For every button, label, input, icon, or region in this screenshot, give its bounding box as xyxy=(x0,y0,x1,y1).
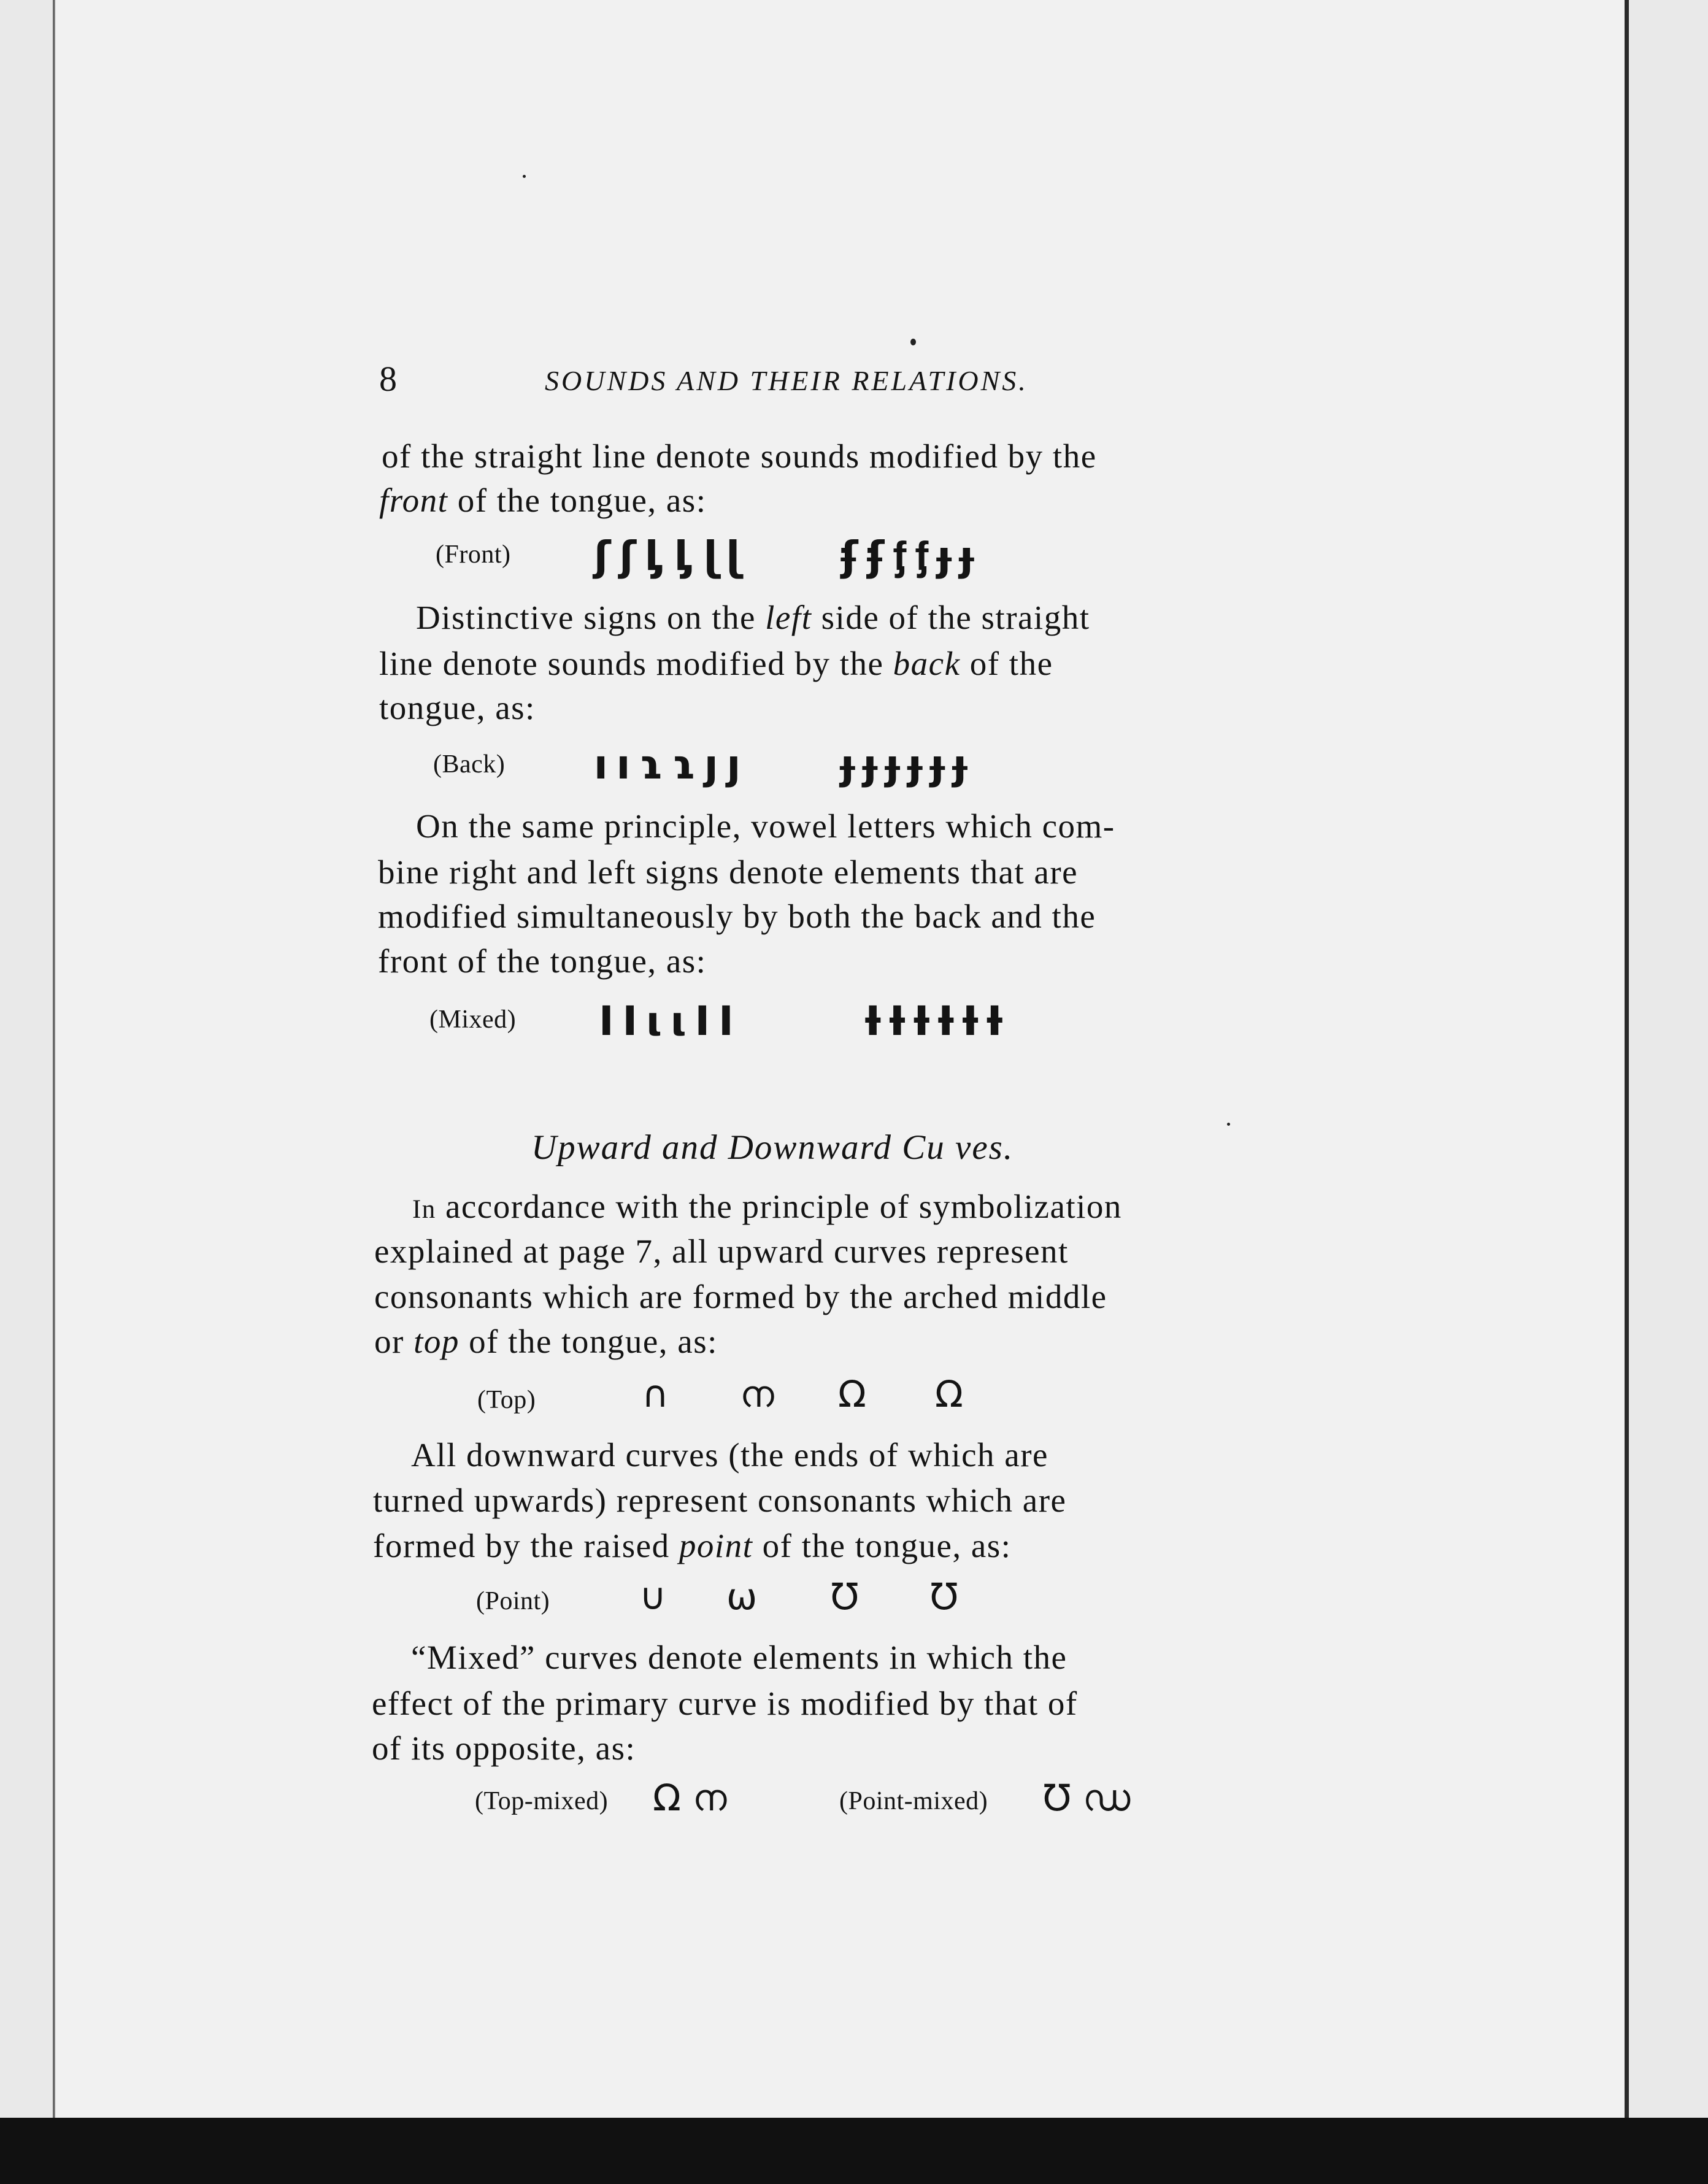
paragraph-line: bine right and left signs denote elements that are xyxy=(378,853,1079,891)
page-number: 8 xyxy=(379,359,397,399)
front-label: (Front) xyxy=(436,540,511,569)
scan-speck xyxy=(1227,1123,1230,1126)
running-title: SOUNDS AND THEIR RELATIONS. xyxy=(545,365,1028,396)
paragraph-line: In accordance with the principle of symbolization xyxy=(412,1188,1122,1225)
italic-word: back xyxy=(893,645,961,682)
back-letter-set-b: ɟɟɟɟɟɟ xyxy=(841,741,975,788)
top-mixed-glyphs: Ω ന xyxy=(653,1777,727,1820)
paragraph-line: tongue, as: xyxy=(379,689,536,726)
section-heading: Upward and Downward Cu ves. xyxy=(531,1128,1014,1167)
paragraph-line: or top of the tongue, as: xyxy=(374,1323,718,1360)
line-text: of the tongue, as: xyxy=(448,482,707,519)
page-edge-right xyxy=(1625,0,1629,2129)
point-curve-glyph: ∪ xyxy=(639,1575,666,1618)
back-letter-set-a: ııɿɿȷȷ xyxy=(594,741,750,788)
paragraph-line: “Mixed” curves denote elements in which the xyxy=(411,1639,1068,1676)
scan-speck xyxy=(523,175,526,178)
italic-word: front xyxy=(379,482,448,519)
drop-cap: In xyxy=(412,1195,436,1224)
paragraph-line: modified simultaneously by both the back and the xyxy=(378,898,1096,935)
paragraph-line: of its opposite, as: xyxy=(372,1729,636,1767)
italic-word: left xyxy=(765,599,812,636)
point-mixed-label: (Point-mixed) xyxy=(839,1787,988,1815)
paragraph-line: front of the tongue, as: xyxy=(378,942,707,980)
paragraph-line: line denote sounds modified by the back of the xyxy=(379,645,1053,682)
point-curve-glyph: ω xyxy=(726,1575,758,1618)
front-letter-set-b: ʄʄᶂᶂɟɟ xyxy=(841,533,982,580)
point-label: (Point) xyxy=(476,1587,550,1615)
scan-speck xyxy=(910,339,916,345)
top-curve-glyph: ∩ xyxy=(642,1373,669,1416)
point-curve-glyph: Ʊ xyxy=(831,1575,859,1618)
paragraph-line: All downward curves (the ends of which are xyxy=(411,1436,1048,1474)
paragraph-line: effect of the primary curve is modified by that of xyxy=(372,1685,1078,1722)
paragraph-line: formed by the raised point of the tongue, as: xyxy=(373,1527,1012,1564)
paragraph-line: explained at page 7, all upward curves represent xyxy=(374,1232,1069,1270)
italic-word: point xyxy=(679,1527,753,1564)
top-curve-glyph: ന xyxy=(740,1373,774,1416)
paragraph-line: of the straight line denote sounds modified by the xyxy=(382,437,1097,475)
paragraph-line: On the same principle, vowel letters which com- xyxy=(416,807,1115,845)
top-curve-glyph: Ω xyxy=(838,1373,866,1416)
mixed-letter-set-b: ƗƗƗƗƗƗ xyxy=(865,998,1012,1045)
front-letter-set-a: ʃʃᶅᶅɭɭ xyxy=(594,533,748,580)
italic-word: top xyxy=(414,1323,460,1360)
mixed-label: (Mixed) xyxy=(429,1005,517,1034)
top-curve-glyph: Ω xyxy=(935,1373,963,1416)
scan-bottom-border xyxy=(0,2118,1708,2184)
point-curve-glyph: Ʊ xyxy=(930,1575,958,1618)
paragraph-line: consonants which are formed by the arched middle xyxy=(374,1278,1107,1315)
top-mixed-label: (Top-mixed) xyxy=(475,1787,609,1815)
point-mixed-glyphs: Ʊ ഡ xyxy=(1043,1777,1131,1820)
mixed-letter-set-a: ΙΙιιΙΙ xyxy=(599,998,742,1045)
back-label: (Back) xyxy=(433,750,506,779)
paragraph-line: Distinctive signs on the left side of the straight xyxy=(416,599,1090,636)
paragraph-line: turned upwards) represent consonants which are xyxy=(373,1482,1067,1519)
paragraph-line xyxy=(379,481,706,520)
top-label: (Top) xyxy=(477,1386,536,1414)
